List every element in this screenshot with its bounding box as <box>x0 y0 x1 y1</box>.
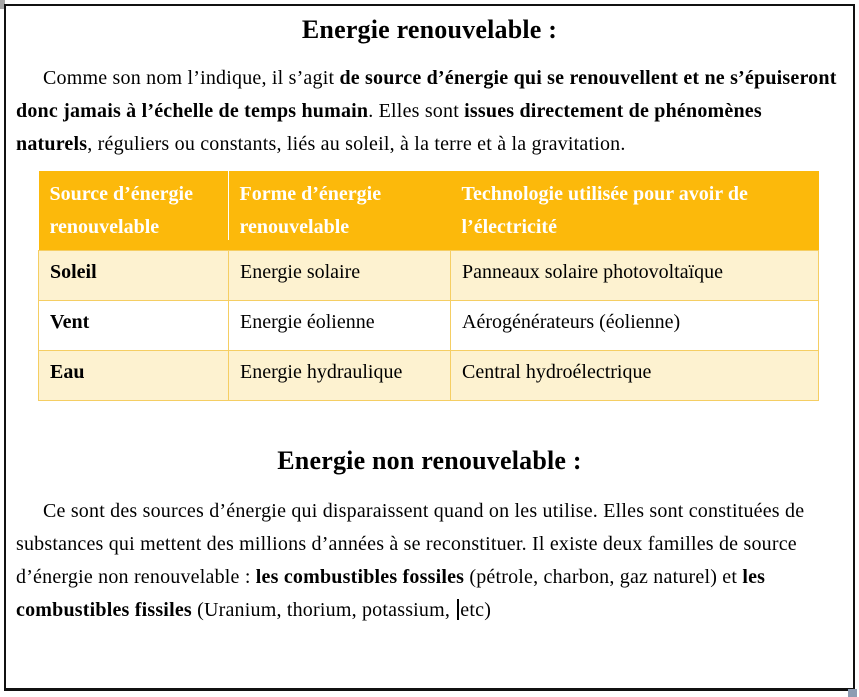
text-run: (Uranium, thorium, potassium, <box>191 599 456 621</box>
text-run: Ce sont des sources d’énergie qui disparaissent quand on les utilise. Elles sont constituées de substances qui mettent des millions d’années à se reconstituer. Il existe deux familles de source d’énergie non renouvelable : <box>16 500 805 588</box>
table-cell[interactable]: Aérogénérateurs (éolienne) <box>451 301 819 351</box>
table-header-cell[interactable]: Technologie utilisée pour avoir de l’électricité <box>451 171 819 251</box>
table-cell[interactable]: Energie éolienne <box>229 301 451 351</box>
text-run: . Elles sont <box>368 100 465 122</box>
renewable-paragraph[interactable] <box>16 62 843 161</box>
table-header-row <box>39 171 819 251</box>
document-frame <box>4 4 855 691</box>
bold-text-run: de source d’énergie qui se renouvellent et ne s’épuiseront donc jamais à l’échelle de temps humain <box>16 67 837 122</box>
table-cell[interactable]: Energie solaire <box>229 251 451 301</box>
table-header-cell[interactable]: Forme d’énergie renouvelable <box>229 171 451 251</box>
table-cell[interactable]: Energie hydraulique <box>229 351 451 401</box>
table-row <box>39 351 819 401</box>
table-cell[interactable]: Central hydroélectrique <box>451 351 819 401</box>
table-row <box>39 251 819 301</box>
text-run: , réguliers ou constants, liés au soleil, à la terre et à la gravitation. <box>87 133 626 155</box>
bold-text-run: issues directement de phénomènes naturels <box>16 100 762 155</box>
text-run: Comme son nom l’indique, il s’agit <box>43 67 340 89</box>
table-header-cell[interactable]: Source d’énergie renouvelable <box>39 171 229 251</box>
text-cursor <box>457 599 459 620</box>
table-cell[interactable]: Panneaux solaire photovoltaïque <box>451 251 819 301</box>
table-cell[interactable]: Soleil <box>39 251 229 301</box>
frame-resize-handle-bottom-right[interactable] <box>848 689 857 697</box>
table-row <box>39 301 819 351</box>
nonrenewable-section-title[interactable]: Energie non renouvelable : <box>277 446 582 475</box>
nonrenewable-paragraph[interactable] <box>16 495 843 627</box>
table-header-row <box>39 171 819 251</box>
bold-text-run: les combustibles fissiles <box>16 566 766 621</box>
renewable-section-title[interactable]: Energie renouvelable : <box>301 15 558 44</box>
table-cell[interactable]: Eau <box>39 351 229 401</box>
text-run: etc) <box>460 599 492 621</box>
text-run: (pétrole, charbon, gaz naturel) et <box>464 566 743 588</box>
table-body <box>39 251 819 401</box>
bold-text-run: les combustibles fossiles <box>255 566 465 588</box>
renewable-energy-table[interactable] <box>38 171 819 401</box>
table-cell[interactable]: Vent <box>39 301 229 351</box>
